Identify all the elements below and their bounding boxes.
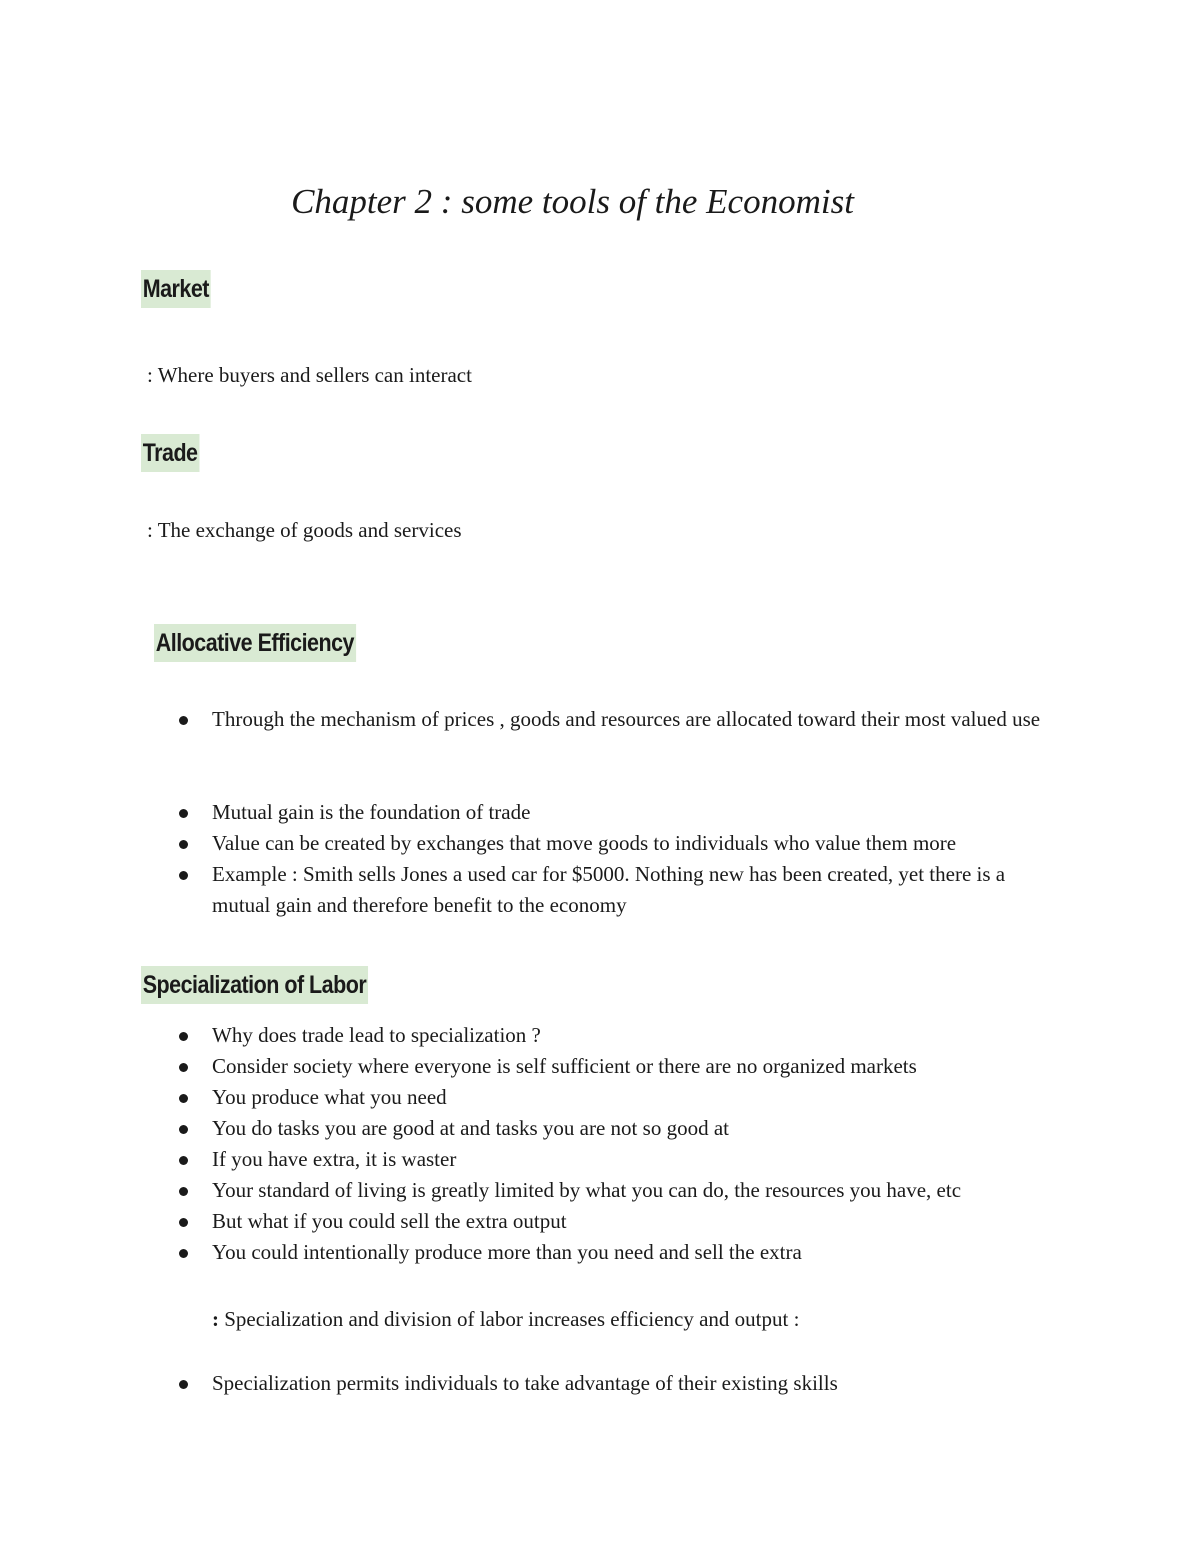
allocative-first-list xyxy=(0,704,1052,735)
bullet-icon xyxy=(179,1249,188,1258)
list-item: Mutual gain is the foundation of trade xyxy=(0,797,1052,828)
bullet-icon xyxy=(179,1063,188,1072)
list-item: Specialization permits individuals to take advantage of their existing skills xyxy=(0,1368,1052,1399)
bullet-icon xyxy=(179,871,188,880)
list-item: Your standard of living is greatly limited by what you can do, the resources you have, etc xyxy=(0,1175,1052,1206)
bullet-icon xyxy=(179,1125,188,1134)
conclusion-colon: : xyxy=(212,1307,219,1331)
heading-market: Market xyxy=(141,270,211,308)
list-item: You do tasks you are good at and tasks you are not so good at xyxy=(0,1113,1052,1144)
bullet-icon xyxy=(179,716,188,725)
specialization-final-list xyxy=(0,1368,1052,1399)
bullet-icon xyxy=(179,1094,188,1103)
specialization-list xyxy=(0,1020,1052,1268)
list-item: You could intentionally produce more than you need and sell the extra xyxy=(0,1237,1052,1268)
trade-definition: : The exchange of goods and services xyxy=(147,518,462,542)
page-title: Chapter 2 : some tools of the Economist xyxy=(291,182,854,221)
allocative-list xyxy=(0,797,1052,921)
list-item: Through the mechanism of prices , goods and resources are allocated toward their most valued use xyxy=(0,704,1052,735)
specialization-conclusion: : Specialization and division of labor increases efficiency and output : xyxy=(212,1307,800,1331)
bullet-icon xyxy=(179,1380,188,1389)
bullet-icon xyxy=(179,1187,188,1196)
heading-trade: Trade xyxy=(141,434,199,472)
market-definition: : Where buyers and sellers can interact xyxy=(147,363,472,387)
bullet-icon xyxy=(179,1032,188,1041)
bullet-icon xyxy=(179,809,188,818)
list-item: Value can be created by exchanges that move goods to individuals who value them more xyxy=(0,828,1052,859)
list-item: Why does trade lead to specialization ? xyxy=(0,1020,1052,1051)
list-item: Example : Smith sells Jones a used car for $5000. Nothing new has been created, yet there is a mutual gain and therefore benefit to the economy xyxy=(0,859,1052,921)
bullet-icon xyxy=(179,1218,188,1227)
heading-allocative-efficiency: Allocative Efficiency xyxy=(154,624,356,662)
list-item: You produce what you need xyxy=(0,1082,1052,1113)
list-item: Consider society where everyone is self sufficient or there are no organized markets xyxy=(0,1051,1052,1082)
heading-specialization-of-labor: Specialization of Labor xyxy=(141,966,368,1004)
list-item: But what if you could sell the extra output xyxy=(0,1206,1052,1237)
list-item: If you have extra, it is waster xyxy=(0,1144,1052,1175)
bullet-icon xyxy=(179,840,188,849)
bullet-icon xyxy=(179,1156,188,1165)
